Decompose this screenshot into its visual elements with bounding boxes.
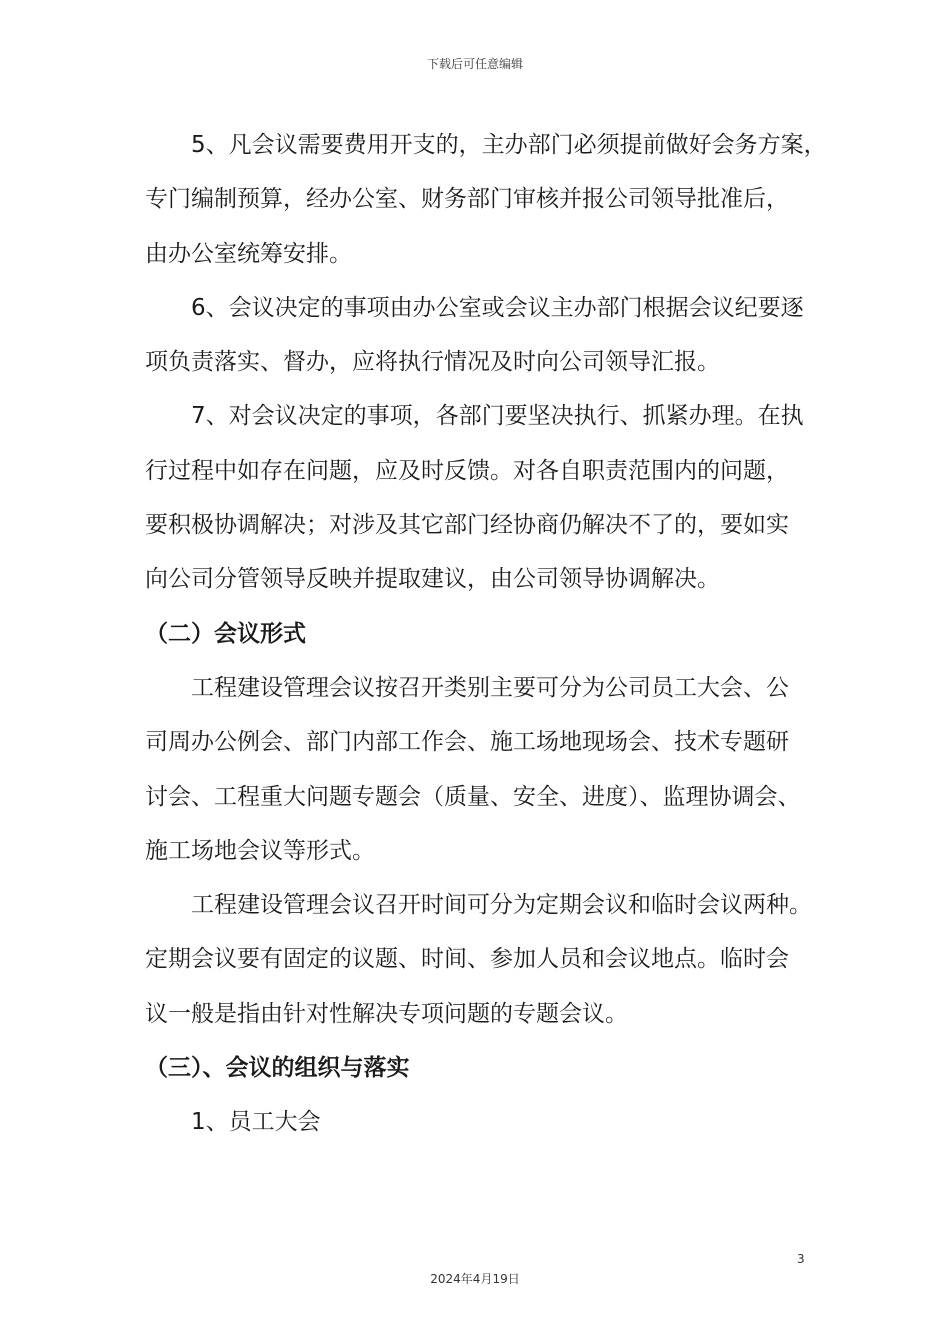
text-line: 专门编制预算，经办公室、财务部门审核并报公司领导批准后，: [145, 186, 789, 213]
text-line: 5、凡会议需要费用开支的，主办部门必须提前做好会务方案，: [191, 132, 827, 158]
paragraph-5: [145, 118, 827, 281]
paragraph-7: [145, 389, 815, 606]
text-line: 6、会议决定的事项由办公室或会议主办部门根据会议纪要逐: [191, 294, 804, 321]
text-line: 1、员工大会: [191, 1109, 321, 1136]
page-header: 下载后可任意编辑: [426, 57, 523, 71]
text-line: 施工场地会议等形式。: [145, 837, 375, 864]
text-line: 向公司分管领导反映并提取建议，由公司领导协调解决。: [145, 566, 720, 593]
text-line: 行过程中如存在问题，应及时反馈。对各自职责范围内的问题，: [145, 457, 789, 484]
text-line: 工程建设管理会议召开时间可分为定期会议和临时会议两种。: [191, 892, 812, 919]
text-line: 要积极协调解决；对涉及其它部门经协商仍解决不了的，要如实: [145, 512, 789, 539]
list-item-1: [145, 1095, 815, 1149]
paragraph-meeting-times: [145, 878, 815, 1041]
document-body: [145, 118, 827, 1150]
text-line: 议一般是指由针对性解决专项问题的专题会议。: [145, 1000, 628, 1027]
text-line: 定期会议要有固定的议题、时间、参加人员和会议地点。临时会: [145, 946, 789, 973]
page-number: 3: [797, 1252, 805, 1266]
page-footer-date: 2024年4月19日: [430, 1272, 520, 1286]
text-line: 工程建设管理会议按召开类别主要可分为公司员工大会、公: [191, 674, 789, 701]
text-line: 项负责落实、督办，应将执行情况及时向公司领导汇报。: [145, 349, 720, 376]
section-heading-3: （三）、会议的组织与落实: [145, 1055, 410, 1082]
paragraph-6: [145, 281, 815, 390]
section-heading-2: （二）会议形式: [145, 620, 306, 647]
text-line: 由办公室统筹安排。: [145, 240, 352, 267]
paragraph-meeting-types: [145, 661, 815, 878]
text-line: 7、对会议决定的事项，各部门要坚决执行、抓紧办理。在执: [191, 403, 804, 430]
text-line: 讨会、工程重大问题专题会（质量、安全、进度）、监理协调会、: [145, 783, 801, 810]
text-line: 司周办公例会、部门内部工作会、施工场地现场会、技术专题研: [145, 729, 789, 756]
